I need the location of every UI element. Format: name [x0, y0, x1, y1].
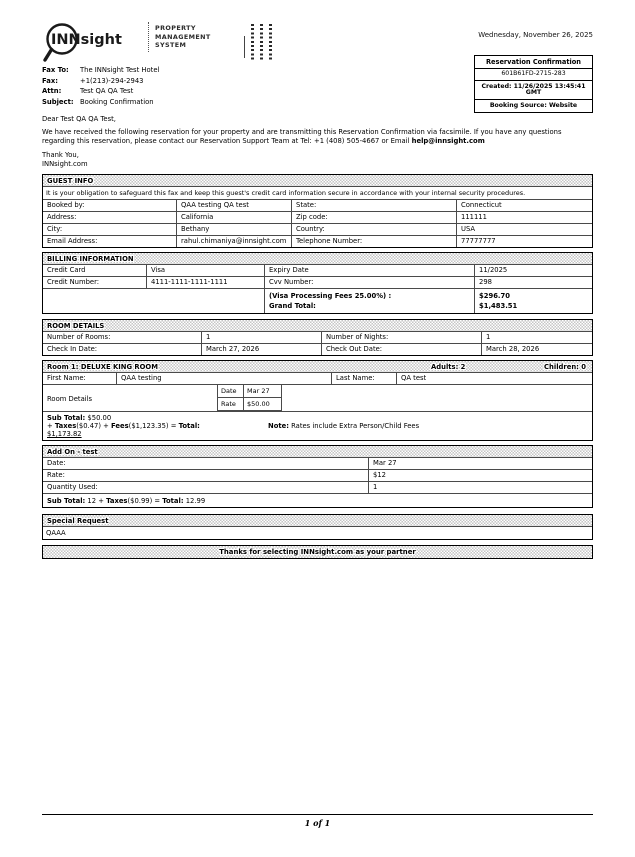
subject-label: Subject: [42, 97, 74, 106]
booked-by-label: Booked by: [47, 201, 85, 210]
subject-row [42, 97, 342, 108]
city-value: Bethany [176, 224, 291, 235]
attn-row [42, 86, 342, 97]
telephone-value: 77777777 [456, 236, 592, 247]
addon-date-value: Mar 27 [368, 458, 592, 469]
room-details-row [43, 331, 592, 343]
room-details-label: Room Details [47, 394, 93, 403]
tagline-line: PROPERTY [155, 24, 196, 33]
fax-vertical-marks [244, 24, 272, 60]
room-details-title: ROOM DETAILS [47, 321, 105, 330]
check-in-label: Check In Date: [47, 345, 98, 354]
note-label: Note: [268, 422, 289, 431]
num-rooms-value: 1 [201, 332, 321, 343]
expiry-label: Expiry Date [264, 265, 474, 276]
subtotal-label: Sub Total: [47, 414, 86, 423]
credit-number-value: 4111-1111-1111-1111 [146, 277, 264, 288]
room1-rate-table [217, 384, 282, 411]
document-date: Wednesday, November 26, 2025 [478, 31, 593, 39]
confirmation-title: Reservation Confirmation [485, 57, 582, 66]
confirmation-number: 601B61FD-2715-283 [475, 68, 592, 81]
email-label: Email Address: [47, 237, 98, 246]
last-name-value: QA test [396, 373, 592, 384]
state-label: State: [291, 200, 456, 211]
cvv-value: 298 [474, 277, 592, 288]
letter-body-text: We have received the following reservation for your property and are transmitting this Reservation Confirmation via facsimile. If you have any questions regarding this reservation, please contact our Reservation Support Team at Tel: +1 (408) 505-4667 or Email [42, 128, 562, 145]
guest-info-row [43, 211, 592, 223]
tagline-line: SYSTEM [155, 41, 187, 50]
rate-date-label: Date [218, 384, 244, 398]
rate-label: Rate [218, 398, 244, 412]
innsight-logo [42, 22, 211, 64]
addon-row [43, 469, 592, 481]
room1-total-value: $1,173.82 [47, 430, 82, 439]
grand-total-label: Grand Total: [269, 302, 316, 311]
addon-section [42, 445, 593, 508]
credit-card-value: Visa [146, 265, 264, 276]
rate-value: $50.00 [244, 398, 282, 412]
billing-total-values [474, 289, 592, 313]
num-nights-label: Number of Nights: [321, 332, 481, 343]
room1-adults: Adults: 2 [431, 362, 466, 371]
help-email-link[interactable]: help@innsight.com [411, 136, 485, 145]
billing-section [42, 252, 593, 314]
first-name-label: First Name: [47, 374, 86, 383]
addon-header [43, 446, 592, 457]
credit-number-label: Credit Number: [47, 278, 100, 287]
billing-row [43, 276, 592, 288]
note-text: Rates include Extra Person/Child Fees [288, 422, 420, 431]
check-in-value: March 27, 2026 [201, 344, 321, 355]
fax-to-row [42, 65, 342, 76]
guest-info-row [43, 223, 592, 235]
fax-number-row [42, 76, 342, 87]
room-details-section [42, 319, 593, 356]
tagline-line: MANAGEMENT [155, 32, 211, 41]
processing-fee-label: (Visa Processing Fees 25.00%) : [269, 292, 392, 301]
country-label: Country: [291, 224, 456, 235]
page-number: 1 of 1 [304, 818, 331, 828]
rate-date-value: Mar 27 [244, 384, 282, 398]
fax-to-label: Fax To: [42, 66, 69, 74]
expiry-value: 11/2025 [474, 265, 592, 276]
attn-value: Test QA QA Test [80, 87, 134, 95]
signature-text: INNsight.com [42, 159, 88, 168]
zip-value: 111111 [456, 212, 592, 223]
booked-by-value: QAA testing QA test [176, 200, 291, 211]
security-note: It is your obligation to safeguard this fax and keep this guest's credit card information secure in accordance with your internal security procedures. [43, 186, 592, 199]
attn-label: Attn: [42, 87, 62, 95]
num-rooms-label: Number of Rooms: [47, 333, 111, 342]
room1-subtotal [43, 411, 592, 440]
special-request-section [42, 514, 593, 540]
first-name-value: QAA testing [116, 373, 331, 384]
city-label: City: [47, 225, 63, 234]
addon-row [43, 457, 592, 469]
addon-rate-value: $12 [368, 470, 592, 481]
logo-tagline [148, 22, 211, 52]
guest-info-row [43, 235, 592, 247]
letter-signoff [42, 151, 593, 168]
addon-subtotal: Sub Total: 12 + Taxes($0.99) = Total: 12.99 [43, 493, 592, 507]
email-value: rahul.chimaniya@innsight.com [176, 236, 291, 247]
subtotal-value: $50.00 [85, 414, 112, 423]
billing-totals [43, 288, 592, 313]
thank-you-text: Thank You, [42, 151, 79, 160]
country-value: USA [456, 224, 592, 235]
page-footer [42, 814, 593, 828]
room1-note [268, 422, 419, 430]
address-label: Address: [47, 213, 77, 222]
letter-body [42, 128, 593, 145]
special-request-header [43, 515, 592, 526]
letter-greeting: Dear Test QA QA Test, [42, 115, 116, 123]
num-nights-value: 1 [481, 332, 592, 343]
cvv-label: Cvv Number: [264, 277, 474, 288]
thanks-footer-text: Thanks for selecting INNsight.com as your partner [219, 548, 416, 557]
special-request-title: Special Request [47, 516, 109, 525]
subject-value: Booking Confirmation [80, 97, 154, 106]
check-out-label: Check Out Date: [321, 344, 481, 355]
credit-card-label: Credit Card [47, 266, 86, 275]
fax-number-value: +1(213)-294-2943 [80, 76, 144, 85]
room1-subtotal-line2: + Taxes($0.47) + Fees($1,123.35) = Total: [47, 422, 200, 431]
room1-children: Children: 0 [544, 362, 586, 371]
address-value: California [176, 212, 291, 223]
innsight-logo-icon [42, 22, 142, 64]
billing-blank-cell [43, 289, 264, 313]
addon-quantity-value: 1 [368, 482, 592, 493]
addon-rate-label: Rate: [47, 471, 65, 480]
fax-header-block [42, 65, 342, 107]
room-details-header [43, 320, 592, 331]
reservation-confirmation-box [474, 55, 593, 113]
guest-info-title: GUEST INFO [47, 176, 94, 185]
guest-info-row [43, 199, 592, 211]
special-request-content: QAAA [43, 526, 592, 539]
fax-number-label: Fax: [42, 76, 58, 85]
check-out-value: March 28, 2026 [481, 344, 592, 355]
fax-to-value: The INNsight Test Hotel [80, 66, 160, 74]
room1-title: Room 1: DELUXE KING ROOM [47, 362, 158, 371]
telephone-label: Telephone Number: [291, 236, 456, 247]
room-details-row [43, 343, 592, 355]
logo-brand-text: INNsight [51, 32, 122, 48]
room1-subtotal-line1 [47, 414, 588, 422]
room1-details-row [43, 384, 592, 411]
guest-info-header [43, 175, 592, 186]
billing-title: BILLING INFORMATION [47, 254, 134, 263]
room1-section [42, 360, 593, 441]
confirmation-created: Created: 11/26/2025 13:45:41 GMT [475, 80, 592, 99]
billing-header [43, 253, 592, 264]
billing-row [43, 264, 592, 276]
room1-name-row [43, 372, 592, 384]
addon-row [43, 481, 592, 493]
addon-date-label: Date: [47, 459, 66, 468]
addon-title: Add On - test [47, 447, 98, 456]
grand-total-value: $1,483.51 [479, 302, 518, 311]
state-value: Connecticut [456, 200, 592, 211]
booking-source: Booking Source: Website [475, 99, 592, 112]
addon-quantity-label: Quantity Used: [47, 483, 98, 492]
guest-info-section [42, 174, 593, 248]
processing-fee-value: $296.70 [479, 292, 510, 301]
room1-header [43, 361, 592, 372]
billing-total-labels [264, 289, 474, 313]
last-name-label: Last Name: [331, 373, 396, 384]
thanks-footer-bar [42, 545, 593, 559]
zip-label: Zip code: [291, 212, 456, 223]
